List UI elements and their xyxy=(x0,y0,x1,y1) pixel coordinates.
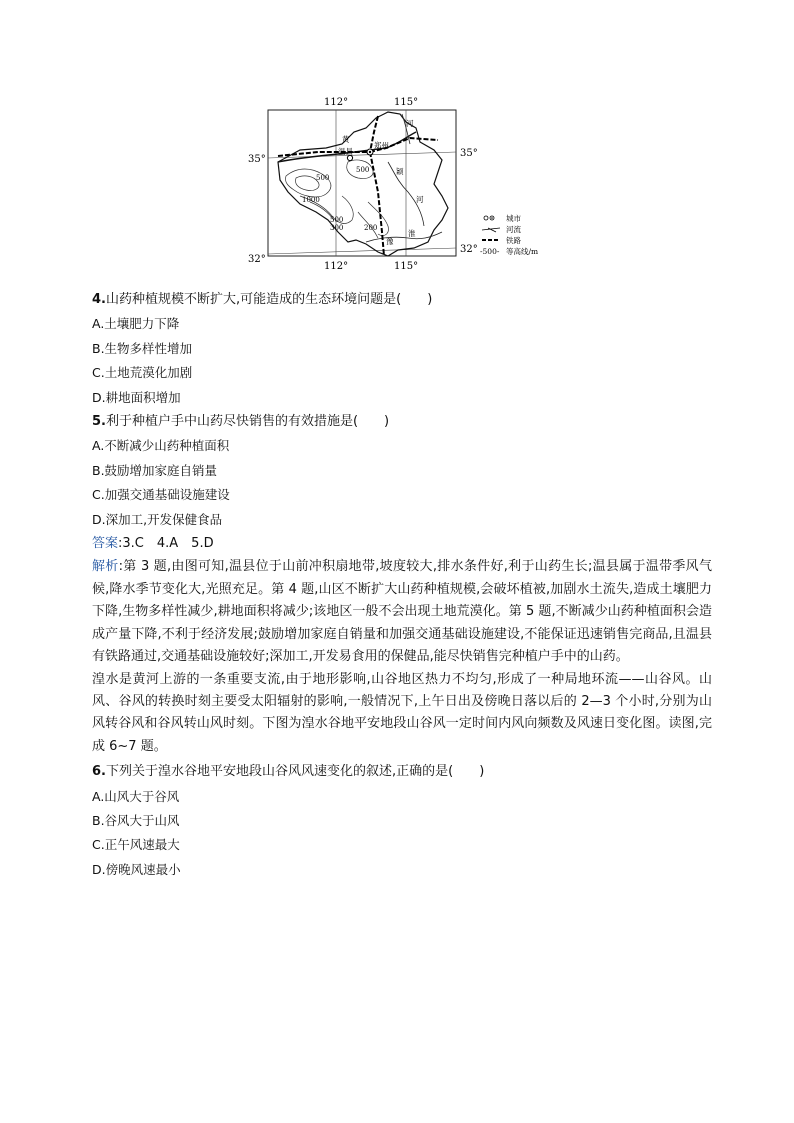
label-huai: 淮 xyxy=(408,229,416,238)
label-huang: 黄 xyxy=(342,135,350,144)
passage-paragraph: 湟水是黄河上游的一条重要支流,由于地形影响,山谷地区热力不均匀,形成了一种局地环流——山谷风。山风、谷风的转换时刻主要受太阳辐射的影响,一般情况下,上午日出及傍晚日落以后的 2—3 个小时,分别为山风转谷风和谷风转山风时刻。下图为湟水谷地平安地段山谷风一定时间内风向频数及风速日变化图。读图,完成 6~7 题。 xyxy=(92,671,712,754)
label-yu: 豫 xyxy=(386,237,394,246)
label-contour-500a: 500 xyxy=(316,174,330,182)
label-contour-500c: 500 xyxy=(330,216,344,224)
question-6-number: 6. xyxy=(92,764,106,780)
q5-option-a: A.不断减少山药种植面积 xyxy=(92,438,230,454)
q5-option-c: C.加强交通基础设施建设 xyxy=(92,487,230,503)
map-figure xyxy=(238,92,558,272)
label-contour-1000: 1000 xyxy=(302,196,320,204)
question-5-number: 5. xyxy=(92,414,106,430)
q6-option-a: A.山风大于谷风 xyxy=(92,788,180,804)
city-wenxian-marker xyxy=(347,155,352,160)
label-he2: 河 xyxy=(406,119,414,128)
label-contour-200: 200 xyxy=(364,224,378,232)
q6-option-c: C.正午风速最大 xyxy=(92,837,180,853)
lat-left-35: 35° xyxy=(248,154,266,165)
page-content xyxy=(92,288,712,882)
q4-option-a: A.土壤肥力下降 xyxy=(92,316,180,332)
answer-line xyxy=(92,532,712,556)
question-5-stem: 利于种植户手中山药尽快销售的有效措施是( ) xyxy=(105,414,390,430)
label-contour-500b: 500 xyxy=(356,166,370,174)
question-5 xyxy=(92,410,712,434)
answer-label: 答案 xyxy=(92,536,119,552)
legend-city: 城市 xyxy=(506,214,521,223)
q4-option-c: C.土地荒漠化加剧 xyxy=(92,365,193,381)
legend-river: 河流 xyxy=(506,225,521,234)
label-contour-300: 300 xyxy=(330,224,344,232)
lon-bottom-112: 112° xyxy=(324,261,349,272)
analysis-text: :第 3 题,由图可知,温县位于山前冲积扇地带,坡度较大,排水条件好,利于山药生长;温县属于温带季风气候,降水季节变化大,光照充足。第 4 题,山区不断扩大山药种植规模,会破坏植被,加剧水土流失,造成土壤肥力下降,生物多样性减少,耕地面积将减少;该地区一般不会出现土地荒漠化。第 5 题,不断减少山药种植面积会造成产量下降,不利于经济发展;鼓励增加家庭自销量和加强交通基础设施建设,不能保证迅速销售完商品,且温县有铁路通过,交通基础设施较好;深加工,开发易食用的保健品,能尽快销售完种植户手中的山药。 xyxy=(92,559,712,665)
q6-option-b: B.谷风大于山风 xyxy=(92,812,180,828)
lat-right-32: 32° xyxy=(460,244,478,255)
lon-top-112: 112° xyxy=(324,97,349,108)
label-he: 河 xyxy=(416,195,424,204)
question-6-stem: 下列关于湟水谷地平安地段山谷风风速变化的叙述,正确的是( ) xyxy=(105,764,485,780)
label-zhengzhou: 郑州 xyxy=(374,141,389,150)
henan-map xyxy=(238,92,558,272)
legend-contour-symbol: -500- xyxy=(480,247,500,256)
question-4-stem: 山药种植规模不断扩大,可能造成的生态环境问题是( ) xyxy=(105,292,433,307)
lat-right-35: 35° xyxy=(460,148,478,159)
map-frame xyxy=(268,110,456,256)
legend-rail: 铁路 xyxy=(506,236,521,245)
question-4-number: 4. xyxy=(92,292,106,307)
label-ying: 颖 xyxy=(396,167,404,176)
analysis-paragraph xyxy=(92,556,712,668)
parallel-32 xyxy=(268,248,456,254)
q4-option-b: B.生物多样性增加 xyxy=(92,340,193,356)
map-legend xyxy=(480,213,538,256)
label-wenxian: 温县 xyxy=(338,147,353,156)
q4-option-d: D.耕地面积增加 xyxy=(92,389,181,405)
city-zhengzhou-dot xyxy=(369,151,371,153)
answer-text: :3.C 4.A 5.D xyxy=(118,536,214,552)
province-outline xyxy=(278,112,448,256)
analysis-label: 解析 xyxy=(92,559,119,575)
question-6 xyxy=(92,760,712,784)
legend-contour: 等高线/m xyxy=(506,247,539,256)
q6-option-d: D.傍晚风速最小 xyxy=(92,861,181,877)
lon-bottom-115: 115° xyxy=(394,261,419,272)
question-4 xyxy=(92,288,712,312)
lat-left-32: 32° xyxy=(248,254,266,265)
lon-top-115: 115° xyxy=(394,97,419,108)
q5-option-b: B.鼓励增加家庭自销量 xyxy=(92,462,218,478)
q5-option-d: D.深加工,开发保健食品 xyxy=(92,511,223,527)
